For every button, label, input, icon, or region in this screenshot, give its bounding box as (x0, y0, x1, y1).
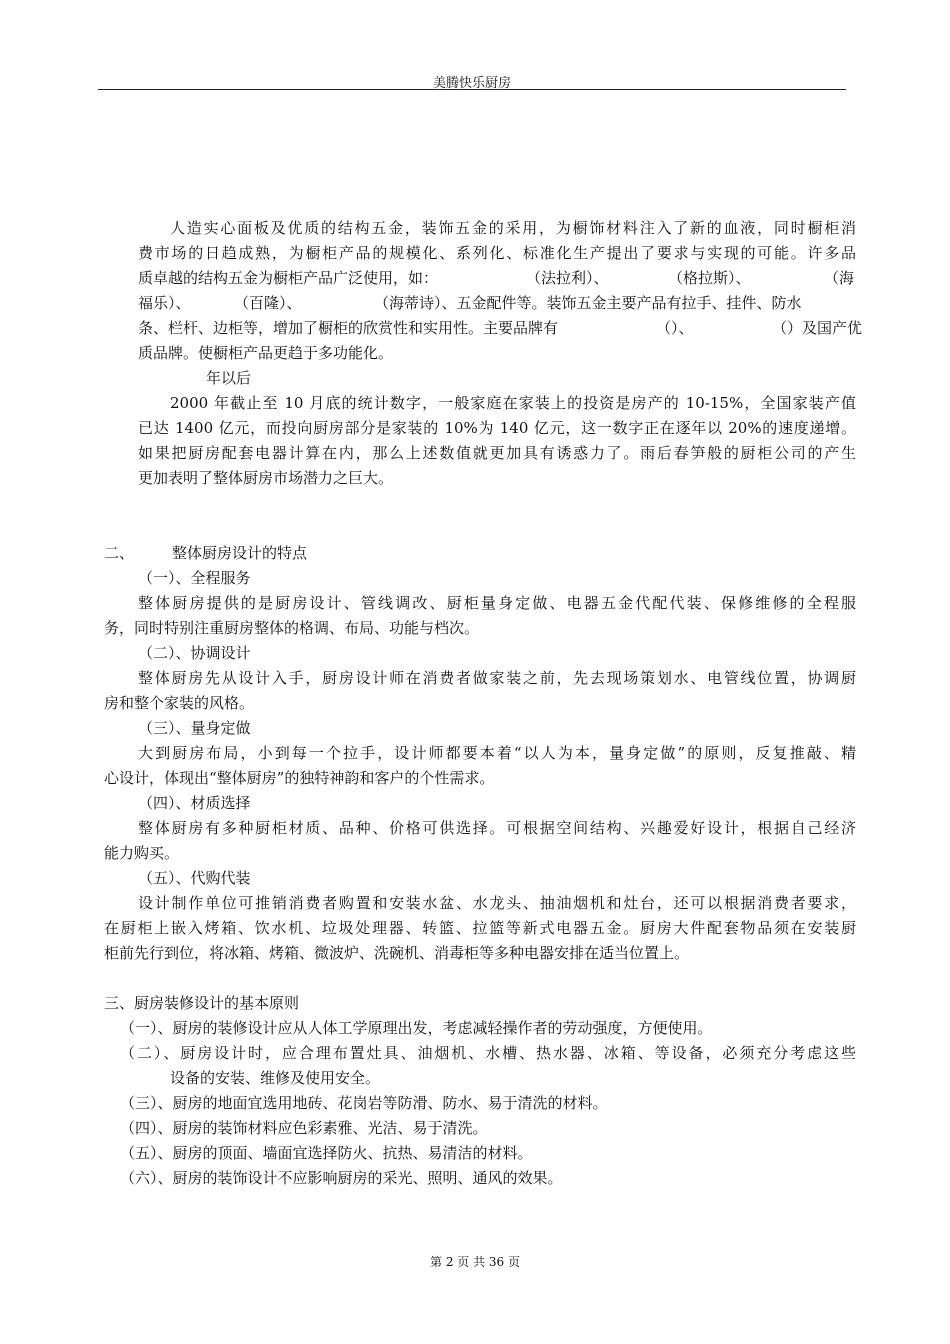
list-item: （五）、厨房的顶面、墙面宜选择防火、抗热、易清洁的材料。 (120, 1144, 533, 1162)
list-item: （六）、厨房的装饰设计不应影响厨房的采光、照明、通风的效果。 (120, 1169, 563, 1187)
header-rule (98, 89, 846, 90)
body-line: 质品牌。使橱柜产品更趋于多功能化。 (138, 344, 394, 362)
list-item: （一）、厨房的装修设计应从人体工学原理出发，考虑减轻操作者的劳动强度，方便使用。 (120, 1019, 713, 1037)
body-line: （海 (824, 269, 855, 287)
sub-heading: （五）、代购代装 (138, 869, 251, 887)
body-line: 质卓越的结构五金为橱柜产品广泛使用，如： (138, 269, 439, 287)
body-line: （百隆）、 (234, 294, 302, 312)
body-line: 整体厨房先从设计入手，厨房设计师在消费者做家装之前，先去现场策划水、电管线位置，协调厨 (138, 669, 856, 687)
body-line: 房和整个家装的风格。 (104, 694, 255, 712)
sub-heading: （二）、协调设计 (138, 644, 251, 662)
body-line: （海蒂诗）、五金配件等。装饰五金主要产品有拉手、挂件、防水 (374, 294, 802, 312)
body-line: 务，同时特别注重厨房整体的格调、布局、功能与档次。 (104, 619, 480, 637)
body-line: 整体厨房提供的是厨房设计、管线调改、厨柜量身定做、电器五金代配代装、保修维修的全程服 (138, 594, 856, 612)
list-item: （三）、厨房的地面宜选用地砖、花岗岩等防滑、防水、易于清洗的材料。 (120, 1094, 608, 1112)
year-heading: 年以后 (206, 369, 252, 387)
sub-heading: （一）、全程服务 (138, 569, 251, 587)
body-line: 条、栏杆、边柜等，增加了橱柜的欣赏性和实用性。主要品牌有 (138, 319, 559, 337)
body-line: 整体厨房有多种厨柜材质、品种、价格可供选择。可根据空间结构、兴趣爱好设计，根据自己经济 (138, 819, 856, 837)
list-item: （二）、厨房设计时，应合理布置灶具、油烟机、水槽、热水器、冰箱、等设备，必须充分考虑这些 (120, 1044, 856, 1062)
sub-heading: （四）、材质选择 (138, 794, 251, 812)
body-line: 设计制作单位可推销消费者购置和安装水盆、水龙头、抽油烟机和灶台，还可以根据消费者要求， (138, 894, 856, 912)
section-title: 整体厨房设计的特点 (172, 544, 308, 562)
body-line: 更加表明了整体厨房市场潜力之巨大。 (138, 469, 394, 487)
body-line: （）、 (656, 319, 694, 337)
body-line: （法拉利）、 (526, 269, 609, 287)
page-footer: 第 2 页 共 36 页 (430, 1255, 520, 1269)
body-line: 心设计，体现出“整体厨房”的独特神韵和客户的个性需求。 (104, 769, 495, 787)
body-line: 如果把厨房配套电器计算在内，那么上述数值就更加具有诱惑力了。雨后春笋般的厨柜公司的产生 (138, 444, 856, 462)
body-line: 大到厨房布局，小到每一个拉手，设计师都要本着“以人为本，量身定做”的原则，反复推敲、精 (138, 744, 856, 762)
sub-heading: （三）、量身定做 (138, 719, 251, 737)
section-number: 二、 (104, 544, 135, 562)
body-line: 2000 年截止至 10 月底的统计数字，一般家庭在家装上的投资是房产的 10-15%，全国家装产值 (170, 394, 856, 412)
page-header: 美腾快乐厨房 (432, 76, 511, 91)
body-line: 人造实心面板及优质的结构五金，装饰五金的采用，为橱饰材料注入了新的血液，同时橱柜消 (170, 219, 856, 237)
list-item: 设备的安装、维修及使用安全。 (170, 1069, 381, 1087)
body-line: 在厨柜上嵌入烤箱、饮水机、垃圾处理器、转篮、拉篮等新式电器五金。厨房大件配套物品须在安装厨 (104, 919, 856, 937)
body-line: 费市场的日趋成熟，为橱柜产品的规模化、系列化、标准化生产提出了要求与实现的可能。许多品 (138, 244, 856, 262)
section-title: 三、厨房装修设计的基本原则 (104, 994, 300, 1012)
body-line: 已达 1400 亿元，而投向厨房部分是家装的 10%为 140 亿元，这一数字正在逐年以 20%的速度递增。 (138, 419, 856, 437)
body-line: 能力购买。 (104, 844, 180, 862)
body-line: （格拉斯）、 (668, 269, 751, 287)
body-line: 柜前先行到位，将冰箱、烤箱、微波炉、洗碗机、消毒柜等多种电器安排在适当位置上。 (104, 944, 690, 962)
body-line: 福乐）、 (138, 294, 191, 312)
body-line: （）及国产优 (772, 319, 863, 337)
list-item: （四）、厨房的装饰材料应色彩素雅、光洁、易于清洗。 (120, 1119, 488, 1137)
